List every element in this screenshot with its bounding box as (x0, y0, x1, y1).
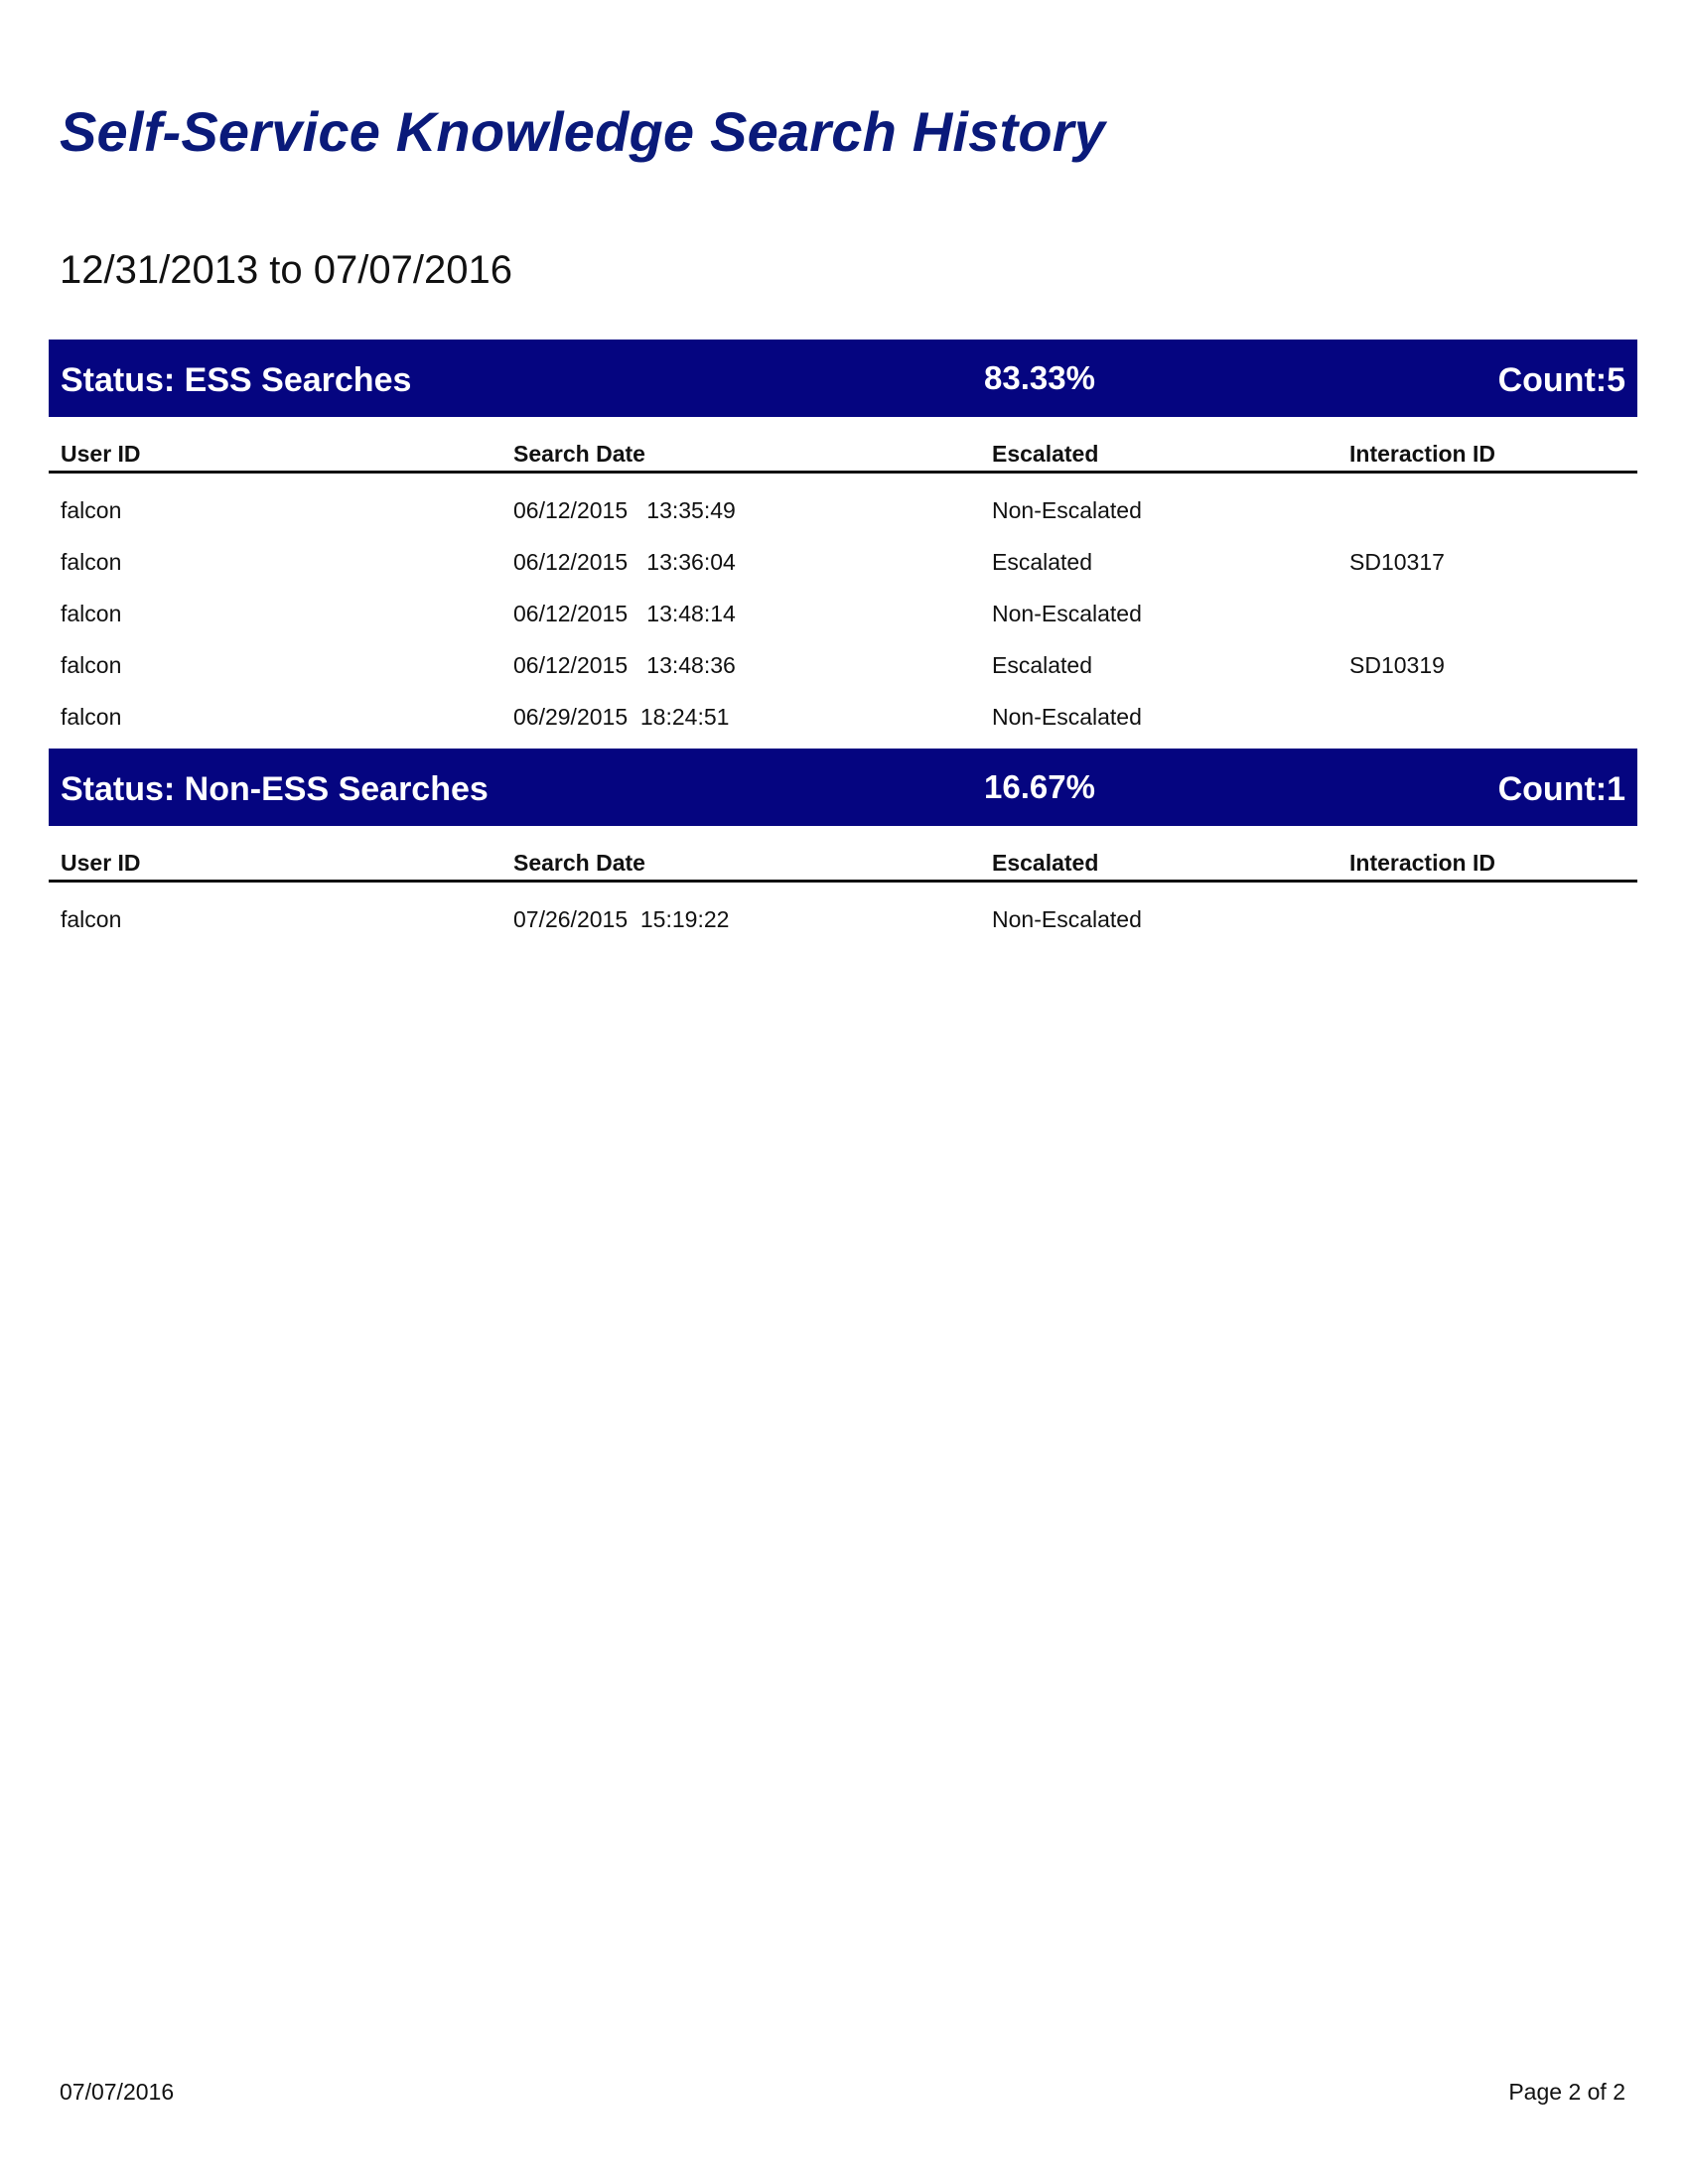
column-header-escalated: Escalated (992, 850, 1099, 876)
column-header-interaction-id: Interaction ID (1349, 850, 1495, 876)
cell-search-date: 06/12/2015 13:35:49 (513, 497, 736, 523)
column-header-user-id: User ID (61, 850, 141, 876)
footer-page-number: Page 2 of 2 (1508, 2079, 1625, 2105)
table-body (49, 883, 1637, 944)
status-percent: 83.33% (984, 359, 1095, 396)
cell-escalated: Escalated (992, 549, 1093, 575)
cell-user-id: falcon (61, 497, 122, 523)
column-header-search-date: Search Date (513, 441, 645, 467)
cell-user-id: falcon (61, 704, 122, 730)
column-header-row (49, 826, 1637, 883)
cell-escalated: Non-Escalated (992, 704, 1142, 730)
section-non-ess-searches (49, 749, 1637, 944)
cell-interaction-id: SD10317 (1349, 549, 1445, 575)
table-row (49, 690, 1637, 742)
footer-date: 07/07/2016 (60, 2079, 175, 2105)
report-title: Self-Service Knowledge Search History (60, 100, 1106, 163)
table-row (49, 535, 1637, 587)
table-row (49, 638, 1637, 690)
column-header-interaction-id: Interaction ID (1349, 441, 1495, 467)
cell-user-id: falcon (61, 652, 122, 678)
status-title: Status: Non-ESS Searches (61, 770, 489, 808)
table-row (49, 483, 1637, 535)
table-row (49, 587, 1637, 638)
status-count: Count:5 (1497, 361, 1625, 399)
cell-search-date: 06/12/2015 13:36:04 (513, 549, 736, 575)
cell-escalated: Non-Escalated (992, 601, 1142, 626)
table-body (49, 474, 1637, 742)
status-percent: 16.67% (984, 768, 1095, 805)
cell-escalated: Escalated (992, 652, 1093, 678)
table-row (49, 892, 1637, 944)
cell-search-date: 06/29/2015 18:24:51 (513, 704, 730, 730)
cell-user-id: falcon (61, 906, 122, 932)
status-title: Status: ESS Searches (61, 361, 412, 399)
status-bar (49, 749, 1637, 826)
status-bar (49, 340, 1637, 417)
status-count: Count:1 (1497, 770, 1625, 808)
column-header-search-date: Search Date (513, 850, 645, 876)
column-header-user-id: User ID (61, 441, 141, 467)
cell-interaction-id: SD10319 (1349, 652, 1445, 678)
cell-user-id: falcon (61, 549, 122, 575)
cell-search-date: 06/12/2015 13:48:14 (513, 601, 736, 626)
column-header-row (49, 417, 1637, 474)
cell-user-id: falcon (61, 601, 122, 626)
report-date-range: 12/31/2013 to 07/07/2016 (60, 248, 512, 292)
cell-search-date: 06/12/2015 13:48:36 (513, 652, 736, 678)
cell-search-date: 07/26/2015 15:19:22 (513, 906, 730, 932)
cell-escalated: Non-Escalated (992, 906, 1142, 932)
section-ess-searches (49, 340, 1637, 742)
column-header-escalated: Escalated (992, 441, 1099, 467)
cell-escalated: Non-Escalated (992, 497, 1142, 523)
